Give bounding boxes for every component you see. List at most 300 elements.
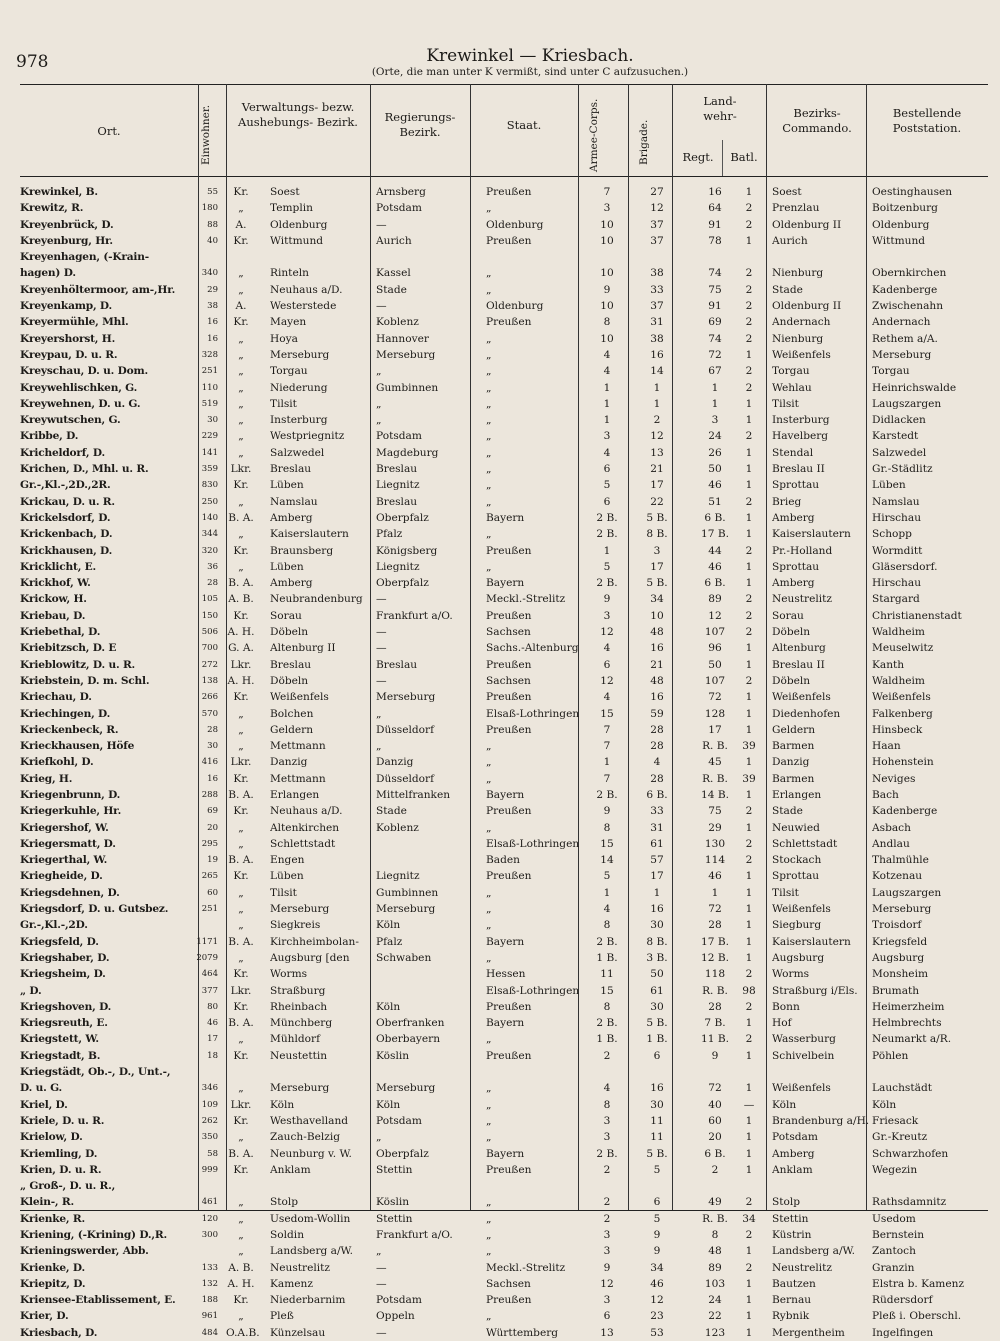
district-command: Bautzen (772, 1277, 816, 1290)
army-corps: 3 (603, 1229, 611, 1241)
table-row (20, 265, 988, 281)
state: Preußen (486, 234, 532, 247)
army-corps: 3 (603, 609, 611, 622)
post-station: Hohenstein (872, 756, 934, 769)
landwehr-regiment: 96 (708, 642, 722, 655)
brigade: 59 (650, 707, 664, 720)
landwehr-regiment: 1 (711, 886, 719, 899)
army-corps: 10 (600, 332, 614, 345)
table-row (20, 1129, 988, 1145)
government-district: Merseburg (376, 1082, 436, 1095)
landwehr-battalion: 2 (745, 1261, 753, 1274)
government-district: Mittelfranken (376, 788, 451, 801)
header-regierung: Regierungs- Bezirk. (384, 110, 456, 139)
population: 262 (201, 1115, 218, 1126)
table-row (20, 1325, 988, 1341)
place-name: Krieblowitz, D. u. R. (20, 658, 136, 671)
page-subtitle: (Orte, die man unter K vermißt, sind unter C aufzusuchen.) (371, 66, 689, 78)
district-command: Soest (772, 186, 802, 198)
table-row (20, 1292, 988, 1308)
table-row (20, 461, 988, 477)
army-corps: 1 B. (596, 951, 618, 964)
landwehr-battalion: 1 (745, 951, 753, 964)
landwehr-regiment: 48 (708, 1245, 722, 1258)
place-name: Kriegstädt, Ob.-, D., Unt.-, (20, 1066, 171, 1079)
table-row (20, 1211, 988, 1227)
state: „ (486, 1245, 492, 1258)
brigade: 8 B. (646, 935, 668, 948)
post-station: Haan (872, 740, 901, 753)
state: „ (486, 1310, 492, 1323)
state: Elsaß-Lothringen (486, 837, 580, 850)
army-corps: 4 (603, 903, 611, 916)
population: 20 (207, 822, 218, 833)
district-command: Wehlau (772, 381, 812, 394)
post-station: Elstra b. Kamenz (872, 1277, 965, 1290)
brigade: 8 B. (646, 528, 668, 541)
army-corps: 2 B. (596, 1017, 618, 1030)
population: 60 (207, 887, 218, 898)
district-type: „ (238, 202, 244, 215)
landwehr-regiment: 72 (708, 1082, 722, 1095)
population: 229 (201, 431, 218, 442)
post-station: Waldheim (872, 626, 925, 639)
district-type: Kr. (233, 609, 249, 622)
place-name: Krieg, H. (20, 772, 73, 785)
government-district: Frankfurt a/O. (376, 1229, 453, 1241)
government-district: Magdeburg (376, 446, 439, 459)
landwehr-battalion: 2 (745, 1196, 753, 1209)
post-station: Helmbrechts (872, 1017, 942, 1030)
district-type: Lkr. (230, 463, 252, 476)
brigade: 11 (650, 1131, 664, 1144)
place-name: Kriening, (-Krining) D.,R. (20, 1229, 168, 1241)
government-district: — (376, 1261, 387, 1274)
government-district: — (376, 642, 387, 655)
army-corps: 9 (603, 805, 611, 818)
army-corps: 10 (600, 267, 614, 280)
district-type: „ (238, 837, 244, 850)
district-name: Döbeln (270, 626, 309, 639)
table-row (20, 347, 988, 363)
table-row (20, 820, 988, 836)
state: „ (486, 414, 492, 427)
population: 2079 (196, 952, 218, 963)
landwehr-battalion: 2 (745, 365, 753, 378)
army-corps: 1 (603, 414, 611, 427)
table-row (20, 1048, 988, 1064)
government-district: — (376, 626, 387, 639)
state: „ (486, 430, 492, 443)
post-station: Waldheim (872, 674, 925, 687)
brigade: 37 (650, 218, 664, 231)
district-name: Hoya (270, 332, 298, 345)
landwehr-battalion: 1 (745, 560, 753, 573)
district-name: Insterburg (270, 414, 328, 427)
district-type: „ (238, 1245, 244, 1258)
population: 28 (207, 578, 218, 589)
district-name: Neuhaus a/D. (270, 805, 343, 818)
government-district: Stade (376, 283, 407, 296)
post-station: Kriegsfeld (872, 935, 928, 948)
post-station: Granzin (872, 1261, 915, 1274)
population: 18 (207, 1050, 218, 1061)
landwehr-regiment: 17 B. (701, 528, 729, 541)
population: 109 (201, 1099, 218, 1110)
district-command: Weißenfels (772, 1082, 831, 1095)
state: Bayern (486, 935, 525, 948)
government-district: — (376, 593, 387, 606)
post-station: Rethem a/A. (872, 332, 938, 345)
population: 38 (207, 301, 218, 312)
population: 140 (201, 512, 218, 523)
district-command: Stettin (772, 1212, 809, 1225)
post-station: Lauchstädt (872, 1082, 932, 1095)
population: 288 (201, 789, 218, 800)
table-row (20, 200, 988, 216)
brigade: 28 (650, 772, 664, 785)
district-type: „ (238, 348, 244, 361)
place-name: Kriegshaber, D. (20, 951, 110, 964)
landwehr-regiment: 22 (708, 1310, 722, 1323)
landwehr-regiment: 12 (708, 609, 722, 622)
table-row (20, 1308, 988, 1324)
post-station: Didlacken (872, 414, 926, 427)
state: Bayern (486, 788, 525, 801)
place-name: Kriegsdehnen, D. (20, 886, 120, 899)
landwehr-regiment: 72 (708, 903, 722, 916)
brigade: 10 (650, 609, 664, 622)
state: Bayern (486, 1017, 525, 1030)
post-station: Salzwedel (872, 446, 927, 459)
government-district: Köslin (376, 1196, 410, 1209)
brigade: 6 (653, 1049, 661, 1062)
place-name: Krewinkel, B. (20, 186, 98, 198)
district-command: Straßburg i/Els. (772, 984, 858, 997)
government-district: Potsdam (376, 202, 422, 215)
district-name: Kirchheimbolan- (270, 935, 359, 948)
state: Bayern (486, 1147, 525, 1160)
army-corps: 4 (603, 1082, 611, 1095)
landwehr-battalion: 1 (745, 1326, 753, 1339)
district-type: Kr. (233, 1163, 249, 1176)
district-command: Prenzlau (772, 202, 820, 215)
district-name: Kamenz (270, 1277, 313, 1290)
landwehr-battalion: 2 (745, 854, 753, 867)
place-name: Kriegerthal, W. (20, 854, 108, 867)
table-row (20, 787, 988, 803)
header-armee: Armee-Corps. (588, 98, 600, 172)
army-corps: 15 (600, 837, 614, 850)
district-name: Lüben (270, 479, 304, 492)
district-type: „ (238, 1212, 244, 1225)
brigade: 17 (650, 870, 664, 883)
landwehr-regiment: 74 (708, 267, 722, 280)
district-command: Geldern (772, 723, 816, 736)
district-name: Altenburg II (270, 642, 336, 655)
place-name: Kreyermühle, Mhl. (20, 316, 129, 329)
post-station: Heinrichswalde (872, 381, 957, 394)
place-name: Kriegstett, W. (20, 1033, 99, 1046)
state: Sachsen (486, 626, 531, 639)
government-district: Köln (376, 919, 401, 932)
post-station: Neviges (872, 772, 916, 785)
population: 506 (201, 627, 218, 638)
landwehr-regiment: 9 (711, 1049, 719, 1062)
place-name: D. u. G. (20, 1082, 63, 1095)
district-name: Worms (270, 968, 308, 981)
brigade: 5 (653, 1163, 661, 1176)
state: „ (486, 267, 492, 280)
landwehr-regiment: 123 (704, 1326, 726, 1339)
population: 266 (201, 692, 218, 703)
place-name: Kriegenbrunn, D. (20, 788, 121, 801)
district-command: Erlangen (772, 788, 822, 801)
brigade: 38 (650, 332, 664, 345)
government-district: Merseburg (376, 691, 436, 704)
district-type: „ (238, 707, 244, 720)
district-command: Weißenfels (772, 691, 831, 704)
table-row (20, 412, 988, 428)
landwehr-regiment: 17 B. (701, 935, 729, 948)
district-command: Weißenfels (772, 348, 831, 361)
table-row (20, 233, 988, 249)
place-name: Kriechingen, D. (20, 707, 111, 720)
district-command: Potsdam (772, 1131, 818, 1144)
district-name: Landsberg a/W. (270, 1245, 353, 1258)
landwehr-regiment: 17 (708, 723, 722, 736)
post-station: Weißenfels (872, 691, 931, 704)
place-name: Kriegshoven, D. (20, 1000, 112, 1013)
state: „ (486, 1033, 492, 1046)
government-district: Breslau (376, 463, 418, 476)
government-district: Köln (376, 1098, 401, 1111)
district-type: Kr. (233, 1294, 249, 1307)
landwehr-regiment: 46 (708, 560, 722, 573)
post-station: Namslau (872, 495, 920, 508)
landwehr-regiment: 91 (708, 300, 722, 313)
header-staat: Staat. (506, 118, 542, 132)
government-district: „ (376, 1131, 382, 1144)
army-corps: 10 (600, 234, 614, 247)
district-type: A. (235, 300, 247, 313)
table-row (20, 1276, 988, 1292)
district-type: „ (238, 365, 244, 378)
district-command: Neuwied (772, 821, 820, 834)
population: 700 (201, 643, 218, 654)
district-name: Pleß (270, 1310, 294, 1323)
landwehr-regiment: 28 (708, 1000, 722, 1013)
post-station: Hirschau (872, 511, 922, 524)
population: 138 (201, 675, 218, 686)
population: 19 (207, 855, 218, 866)
army-corps: 8 (603, 919, 611, 932)
district-name: Merseburg (270, 348, 330, 361)
table-row (20, 217, 988, 233)
government-district: Oberpfalz (376, 511, 429, 524)
district-type: Kr. (233, 479, 249, 492)
district-type: „ (238, 560, 244, 573)
district-type: A. B. (228, 593, 254, 606)
district-type: „ (238, 951, 244, 964)
army-corps: 2 B. (596, 528, 618, 541)
landwehr-regiment: 16 (708, 186, 722, 198)
district-command: Amberg (772, 577, 815, 590)
landwehr-regiment: 6 B. (704, 577, 726, 590)
landwehr-battalion: 2 (745, 430, 753, 443)
brigade: 16 (650, 642, 664, 655)
table-row (20, 1178, 988, 1194)
district-command: Amberg (772, 511, 815, 524)
place-name: Kreywehnen, D. u. G. (20, 397, 141, 410)
brigade: 53 (650, 1326, 664, 1339)
state: Preußen (486, 1000, 532, 1013)
brigade: 6 (653, 1196, 661, 1209)
landwehr-regiment: 60 (708, 1114, 722, 1127)
landwehr-regiment: 8 (711, 1229, 719, 1241)
population: 188 (201, 1295, 218, 1306)
district-name: Neustettin (270, 1049, 328, 1062)
place-name: Kreyenkamp, D. (20, 300, 113, 313)
population: 464 (201, 969, 218, 980)
landwehr-regiment: 7 B. (704, 1017, 726, 1030)
state: Preußen (486, 691, 532, 704)
place-name: Krieningswerder, Abb. (20, 1245, 149, 1258)
column-divider (722, 140, 723, 176)
table-row (20, 591, 988, 607)
landwehr-battalion: 1 (745, 463, 753, 476)
state: Oldenburg (486, 218, 544, 231)
landwehr-regiment: 51 (708, 495, 722, 508)
population: 830 (201, 480, 218, 491)
population: 40 (207, 235, 218, 246)
army-corps: 12 (600, 626, 614, 639)
table-row (20, 803, 988, 819)
table-row (20, 657, 988, 673)
post-station: Kanth (872, 658, 905, 671)
state: Hessen (486, 968, 526, 981)
landwehr-battalion: 34 (742, 1212, 756, 1225)
table-row (20, 314, 988, 330)
table-row (20, 1227, 988, 1243)
table-row (20, 706, 988, 722)
place-name: Kricklicht, E. (20, 560, 97, 573)
table-row (20, 494, 988, 510)
district-type: „ (238, 397, 244, 410)
post-station: Obernkirchen (872, 267, 947, 280)
government-district: Koblenz (376, 316, 419, 329)
landwehr-regiment: 128 (704, 707, 726, 720)
place-name: Krien, D. u. R. (20, 1163, 102, 1176)
brigade: 23 (650, 1310, 664, 1323)
population: 16 (207, 333, 218, 344)
state: Preußen (486, 544, 532, 557)
district-command: Kaiserslautern (772, 935, 851, 948)
landwehr-regiment: 20 (708, 1131, 722, 1144)
district-type: B. A. (228, 1147, 254, 1160)
landwehr-regiment: 24 (708, 1294, 722, 1307)
army-corps: 3 (603, 430, 611, 443)
brigade: 30 (650, 1098, 664, 1111)
district-command: Wasserburg (772, 1033, 836, 1046)
state: „ (486, 528, 492, 541)
landwehr-battalion: 2 (745, 805, 753, 818)
district-name: Westpriegnitz (270, 430, 345, 443)
place-name: Kreypau, D. u. R. (20, 348, 118, 361)
district-name: Salzwedel (270, 446, 325, 459)
population: 359 (201, 464, 218, 475)
brigade: 5 B. (646, 511, 668, 524)
army-corps: 4 (603, 642, 611, 655)
population: 961 (201, 1311, 218, 1322)
landwehr-battalion: 1 (745, 1114, 753, 1127)
landwehr-regiment: 29 (708, 821, 722, 834)
state: Württemberg (486, 1326, 559, 1339)
place-name: Krichen, D., Mhl. u. R. (20, 463, 149, 476)
landwehr-regiment: 50 (708, 658, 722, 671)
table-row (20, 298, 988, 314)
district-name: Geldern (270, 723, 314, 736)
army-corps: 9 (603, 1261, 611, 1274)
district-name: Köln (270, 1098, 295, 1111)
table-row (20, 428, 988, 444)
brigade: 1 (653, 886, 661, 899)
landwehr-battalion: 1 (745, 479, 753, 492)
place-name: Kriele, D. u. R. (20, 1114, 105, 1127)
government-district: Hannover (376, 332, 429, 345)
state: „ (486, 1131, 492, 1144)
population: 416 (201, 757, 218, 768)
post-station: Boitzenburg (872, 202, 938, 215)
state: Preußen (486, 1294, 532, 1307)
district-command: Köln (772, 1098, 797, 1111)
army-corps: 12 (600, 674, 614, 687)
state: „ (486, 821, 492, 834)
place-name: Krickelsdorf, D. (20, 511, 111, 524)
district-name: Neubrandenburg (270, 593, 363, 606)
table-row (20, 363, 988, 379)
place-name: Kriegsreuth, E. (20, 1017, 108, 1030)
brigade: 9 (653, 1229, 661, 1241)
army-corps: 6 (603, 463, 611, 476)
place-name: Kriebitzsch, D. E (20, 642, 117, 655)
brigade: 6 B. (646, 788, 668, 801)
post-station: Monsheim (872, 968, 929, 981)
table-row (20, 1146, 988, 1162)
district-type: B. A. (228, 935, 254, 948)
district-type: Kr. (233, 234, 249, 247)
landwehr-battalion: 1 (745, 886, 753, 899)
post-station: Gläsersdorf. (872, 560, 938, 573)
army-corps: 4 (603, 348, 611, 361)
place-name: Kriensee-Etablissement, E. (20, 1294, 176, 1307)
population: 120 (201, 1213, 218, 1224)
district-command: Kaiserslautern (772, 528, 851, 541)
district-type: Kr. (233, 691, 249, 704)
district-command: Barmen (772, 740, 815, 753)
district-name: Amberg (270, 511, 313, 524)
post-station: Torgau (872, 365, 910, 378)
place-name: Krienke, R. (20, 1212, 86, 1225)
population: 461 (201, 1197, 218, 1208)
district-type: Kr. (233, 968, 249, 981)
district-type: B. A. (228, 1017, 254, 1030)
post-station: Zwischenahn (872, 300, 944, 313)
place-name: Krier, D. (20, 1310, 69, 1323)
place-name: Kriegsheim, D. (20, 968, 106, 981)
landwehr-regiment: 74 (708, 332, 722, 345)
brigade: 1 (653, 397, 661, 410)
